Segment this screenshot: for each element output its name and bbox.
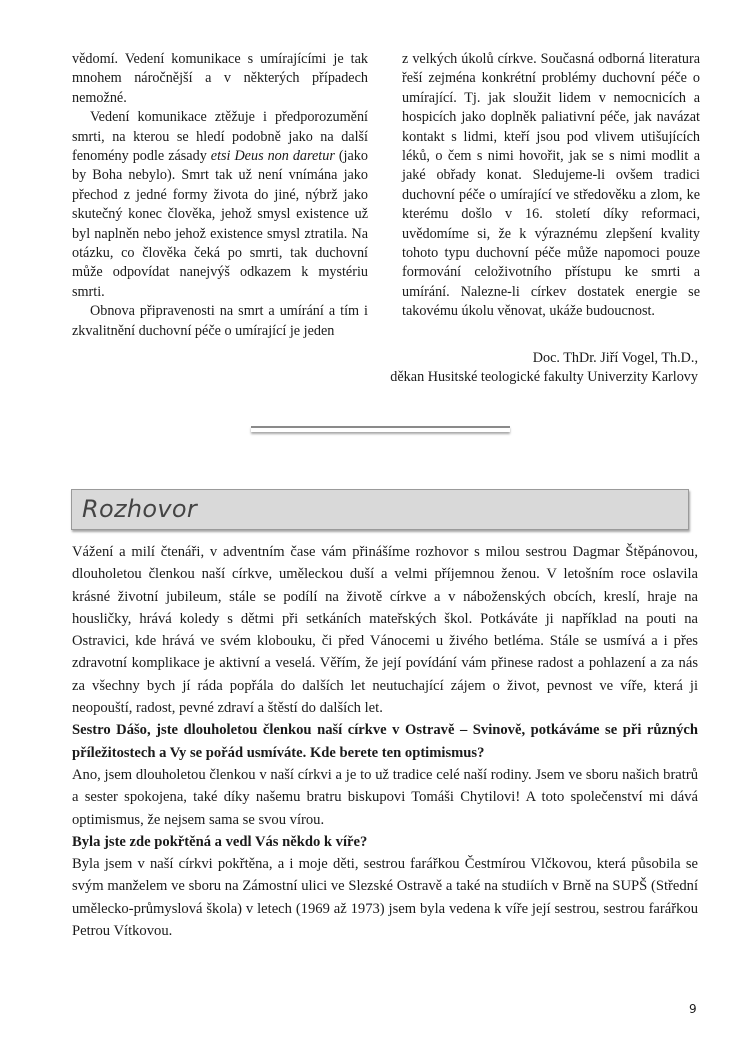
- interview-answer: Ano, jsem dlouholetou členkou v naší církvi a je to už tradice celé naší rodiny. Jsem ve sboru našich bratrů a sester spokojena, také díky našemu bratru biskupovi Tomáši Chytilovi! A toto společenství mi dává optimismus, že nejsem sama se svou vírou.: [72, 766, 698, 828]
- section-header: [71, 489, 689, 530]
- paragraph: z velkých úkolů církve. Současná odborná literatura řeší zejména konkrétní problémy duchovní péče o umírající. Tj. jak sloužit lidem v nemocnicích a hospicích jako doplněk paliativní péče, jak navázat kontakt s lidmi, kteří jsou pod vlivem utišujících léků, o čem s nimi hovořit, jak se s nimi modlit a jaké obřady konat. Sledujeme-li ovšem tradici duchovní péče o umírající ve středověku a zlom, ke kterému došlo v 16. století díky reformaci, uvědomíme si, že k výraznému zlepšení kvality tohoto typu duchovní péče může napomoci pouze formování celoživotního přístupu ke smrti a umírání. Nalezne-li církev dostatek energie se takovému úkolu věnovat, ukáže budoucnost.: [402, 51, 700, 320]
- right-text-column: [402, 50, 700, 322]
- page-number: 9: [689, 1002, 697, 1016]
- author-role: děkan Husitské teologické fakulty Univerzity Karlovy: [390, 369, 698, 386]
- author-name: Doc. ThDr. Jiří Vogel, Th.D.,: [532, 350, 698, 366]
- interview-body: [72, 541, 698, 942]
- interview-answer: Byla jsem v naší církvi pokřtěna, a i moje děti, sestrou farářkou Čestmírou Vlčkovou, která působila se svým manželem ve sboru na Zámostní ulici ve Slezské Ostravě a také na studiích v Brně na SUPŠ (Střední umělecko-průmyslová škola) v letech (1969 až 1973) jsem byla vedena k víře její sestrou, sestrou farářkou Petrou Vítkovou.: [72, 856, 698, 940]
- interview-intro: Vážení a milí čtenáři, v adventním čase vám přinášíme rozhovor s milou sestrou Dagmar Štěpánovou, dlouholetou členkou naší církve, uměleckou duší a velmi příjemnou ženou. V letošním roce oslavila krásné životní jubileum, stále se podílí na životě církve a v náboženských obcích, kreslí, hraje na housličky, hrává koledy s dětmi při setkáních mateřských škol. Potkáváte ji například na pouti na Ostravici, kde hrává ve svém klobouku, či před Vánocemi u živého betléma. Stále se usmívá a i přes zdravotní komplikace je aktivní a veselá. Věřím, že její povídání vám přinese radost a pohlazení a za nás za všechny bych jí ráda popřála do dalších let neutuchající zájem o život, pevnost ve víře, která ji neopouští, radost, pevné zdraví a štěstí do dalších let.: [72, 544, 698, 717]
- paragraph: Vedení komunikace ztěžuje i předporozumění smrti, na kterou se hledí podobně jako na další fenomény podle zásady etsi Deus non daretur (jako by Boha nebylo). Smrt tak už není vnímána jako přechod z jedné formy života do jiné, nýbrž jako skutečný konec člověka, jehož smysl existence už byl naplněn nebo jehož existence smysl ztratila. Na otázku, co člověka čeká po smrti, tak duchovní může odpovídat nanejvýš odkazem k mystériu smrti.: [72, 109, 368, 300]
- paragraph: vědomí. Vedení komunikace s umírajícími je tak mnohem náročnější a v některých případech nemožné.: [72, 51, 368, 106]
- left-text-column: [72, 50, 368, 341]
- paragraph: Obnova připravenosti na smrt a umírání a tím i zkvalitnění duchovní péče o umírající je jeden: [72, 303, 368, 339]
- latin-phrase: etsi Deus non daretur: [210, 148, 335, 165]
- interview-question: Sestro Dášo, jste dlouholetou členkou naší církve v Ostravě – Svinově, potkáváme se při různých příležitostech a Vy se pořád usmíváte. Kde berete ten optimismus?: [72, 722, 698, 761]
- section-divider: [251, 426, 510, 432]
- author-signature: [390, 349, 698, 388]
- section-title: Rozhovor: [82, 495, 198, 523]
- interview-question: Byla jste zde pokřtěná a vedl Vás někdo k víře?: [72, 833, 368, 850]
